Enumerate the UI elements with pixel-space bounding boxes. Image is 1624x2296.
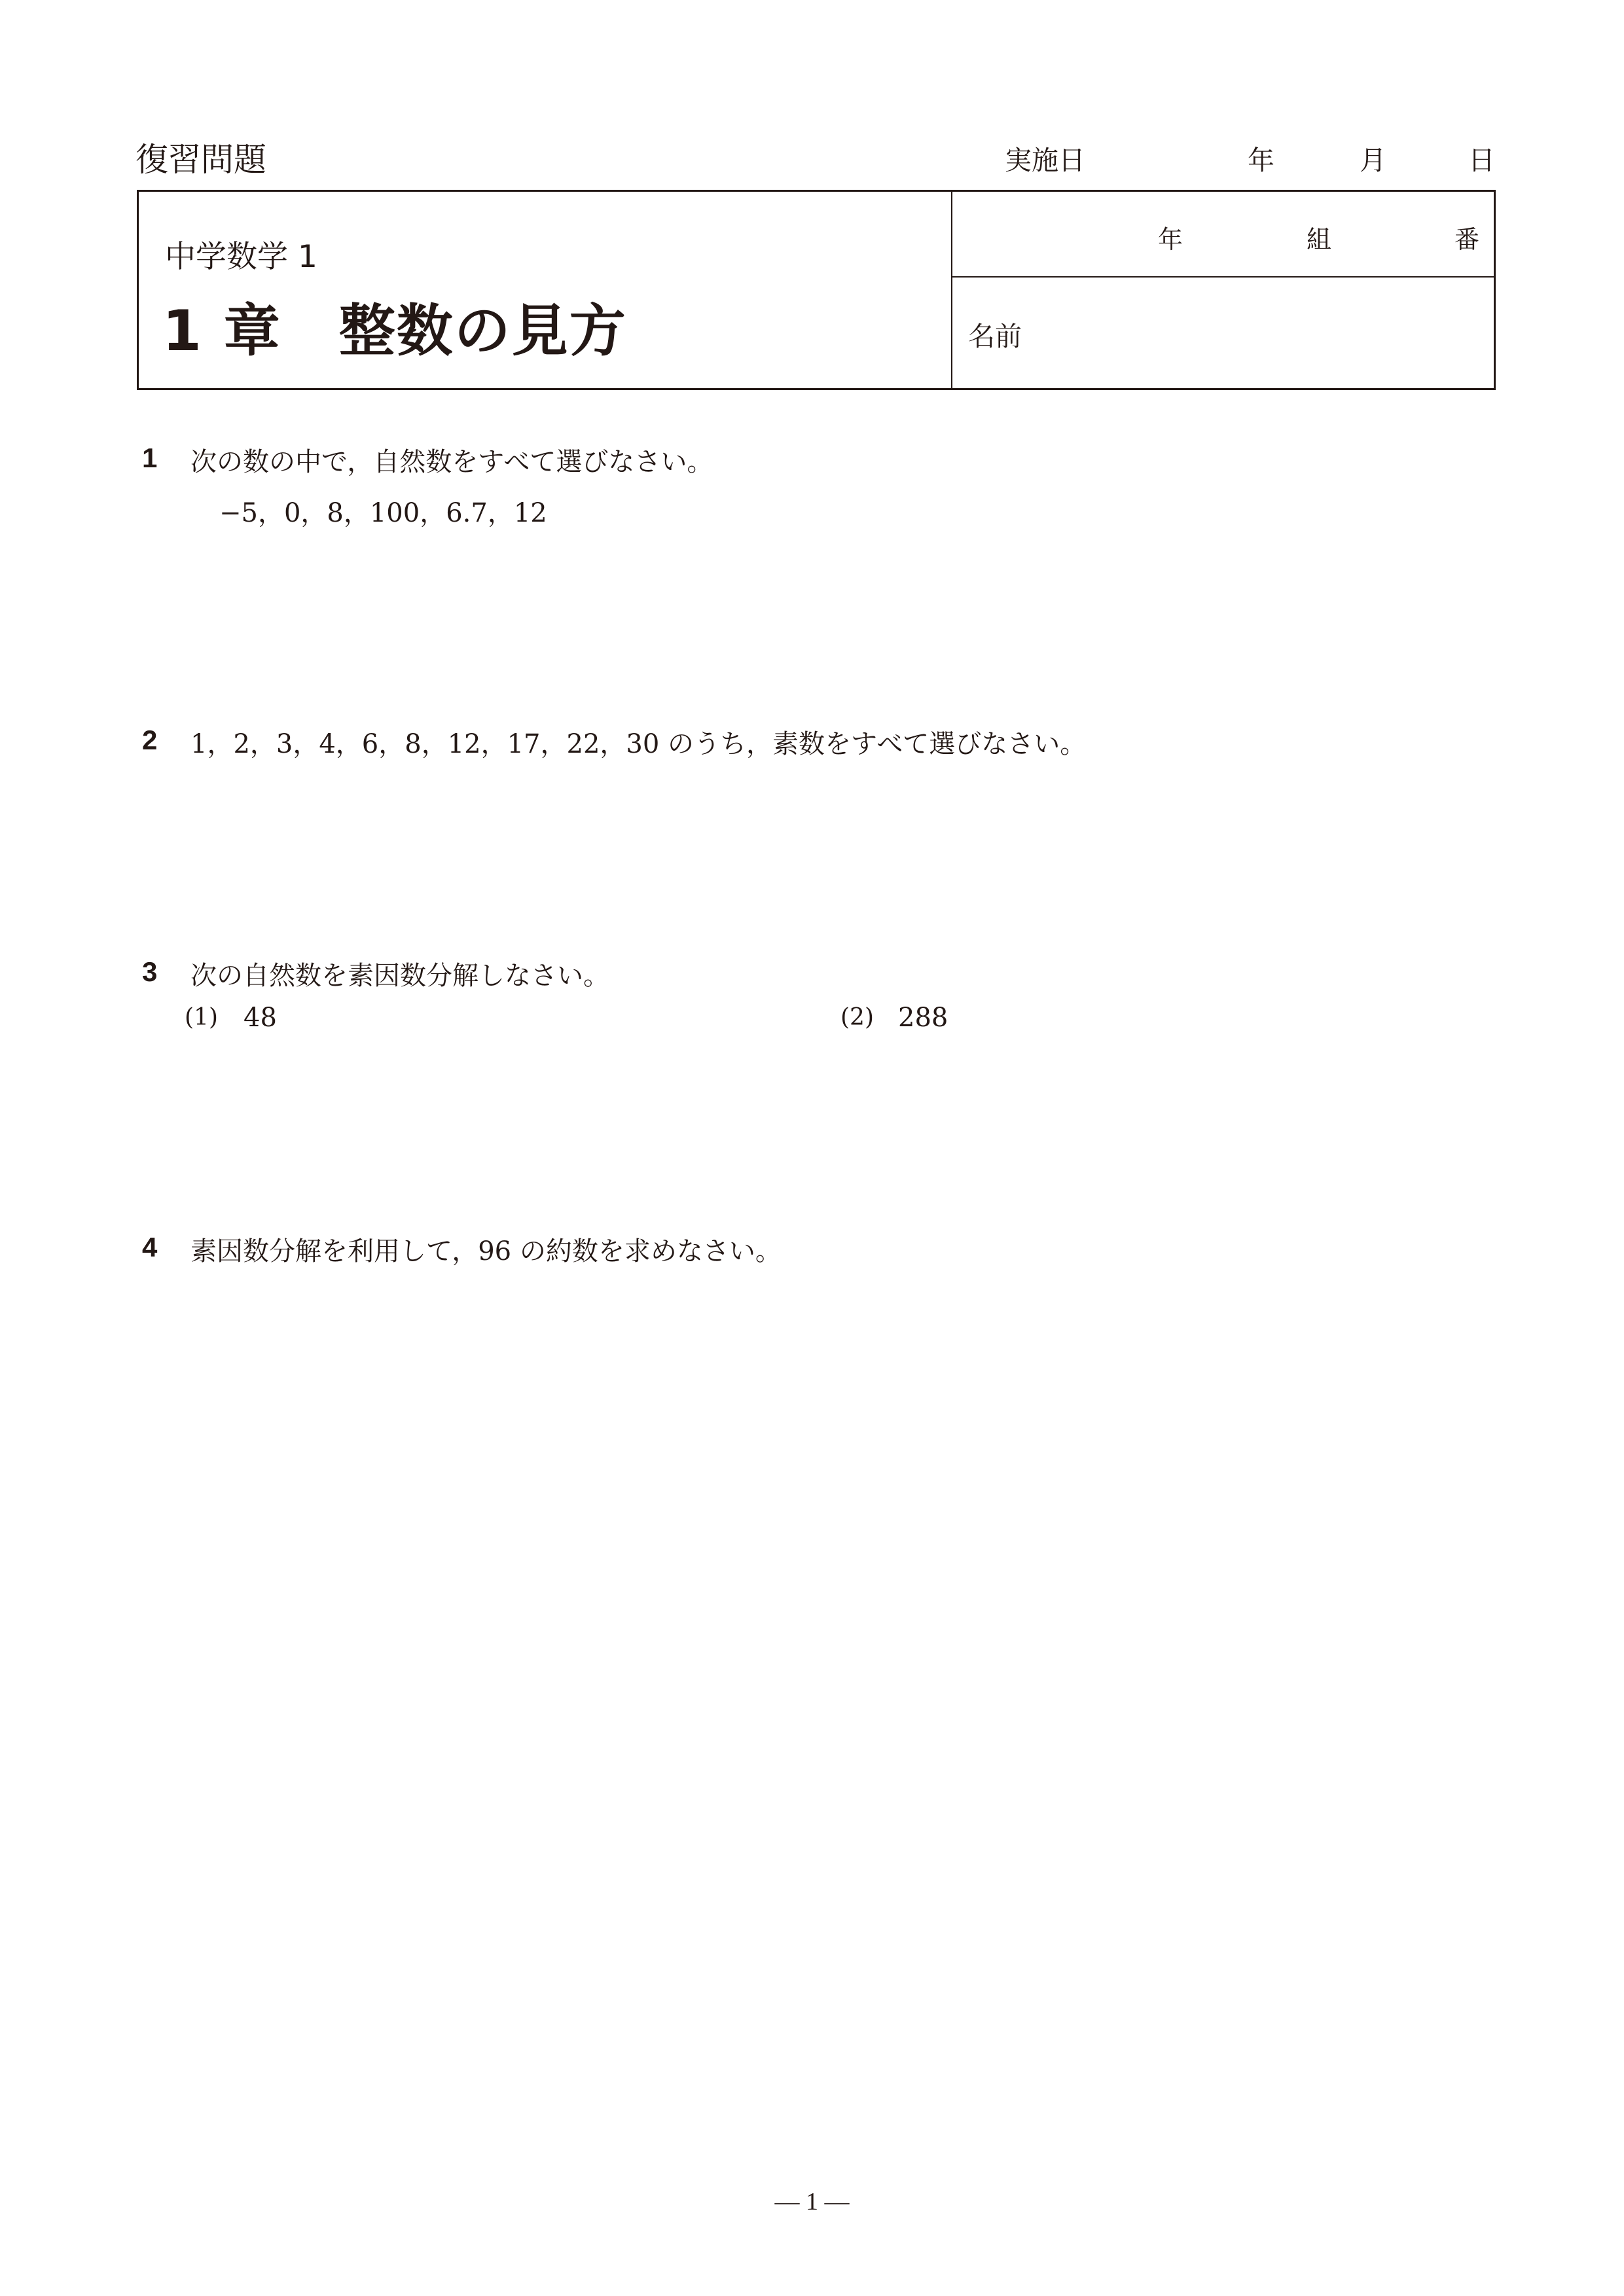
class-number-label: 番: [1454, 225, 1480, 254]
question-3-part-1-value: 48: [244, 1003, 277, 1033]
question-3-part-2-value: 288: [898, 1003, 948, 1033]
question-4-number: 4: [142, 1232, 158, 1263]
class-group-label: 組: [1307, 225, 1332, 254]
question-1-number-list: −5，0，8，100，6.7，12: [219, 498, 547, 528]
question-3-number: 3: [142, 956, 158, 987]
date-year-label: 年: [1248, 145, 1274, 176]
class-year-label: 年: [1158, 225, 1183, 254]
date-label: 実施日: [1005, 145, 1085, 176]
title-box: [137, 190, 1496, 390]
date-day-label: 日: [1468, 145, 1495, 176]
question-3-part-1-label: (1): [185, 1004, 218, 1031]
question-4-text: 素因数分解を利用して，96 の約数を求めなさい。: [190, 1236, 782, 1266]
title-box-vertical-divider: [951, 192, 952, 388]
question-3-part-2-label: (2): [840, 1004, 874, 1031]
title-box-horizontal-divider: [951, 276, 1494, 278]
chapter-title: 1 章 整数の見方: [162, 298, 627, 364]
question-3-text: 次の自然数を素因数分解しなさい。: [190, 961, 609, 991]
question-1-number: 1: [142, 442, 158, 473]
page-number: ― 1 ―: [774, 2188, 850, 2215]
worksheet-type-label: 復習問題: [135, 141, 266, 179]
question-2-number: 2: [142, 725, 158, 755]
course-title: 中学数学 1: [165, 239, 317, 275]
question-1-text: 次の数の中で，自然数をすべて選びなさい。: [190, 447, 713, 477]
question-2-text: 1，2，3，4，6，8，12，17，22，30 のうち，素数をすべて選びなさい。: [190, 729, 1087, 759]
date-month-label: 月: [1360, 145, 1386, 176]
name-field-label: 名前: [968, 321, 1022, 352]
